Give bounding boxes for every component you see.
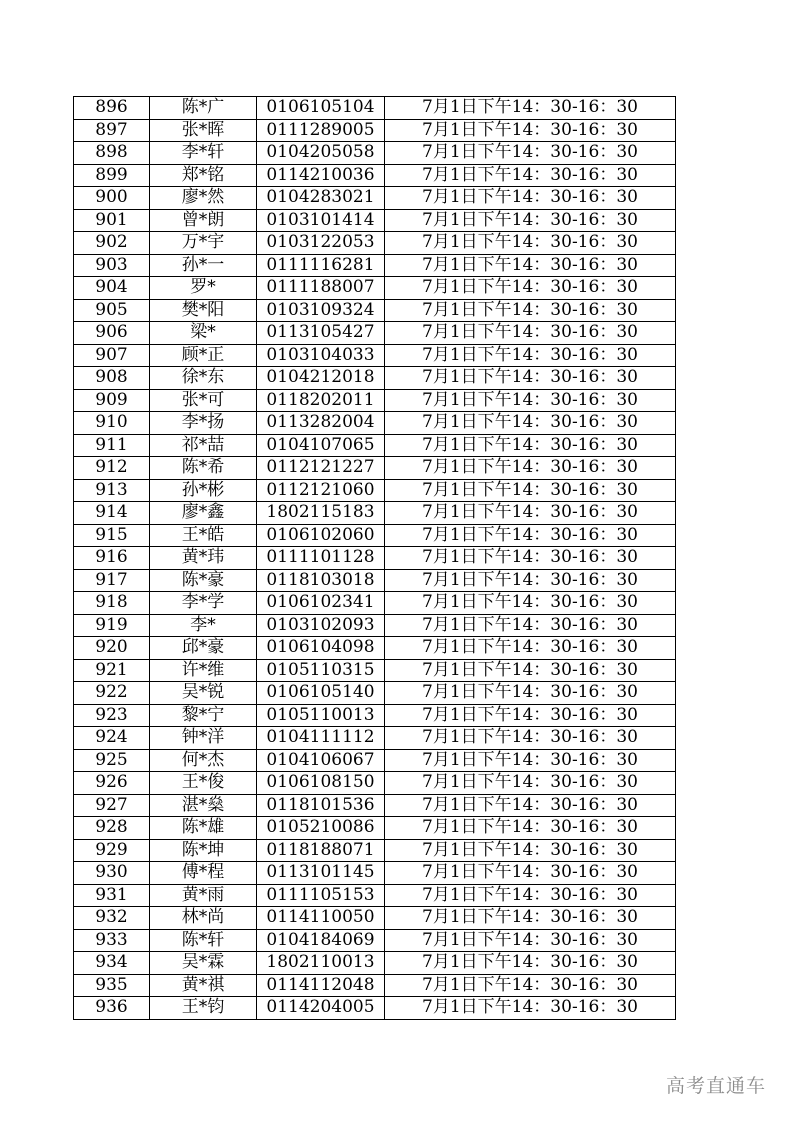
exam-time-cell: 7月1日下午14：30-16：30 [385, 884, 676, 907]
table-row [74, 457, 676, 480]
student-id-cell: 0112121227 [257, 457, 385, 480]
student-id-cell: 0118202011 [257, 389, 385, 412]
student-id-cell: 0113101145 [257, 862, 385, 885]
row-number-cell: 923 [74, 704, 150, 727]
exam-time-cell: 7月1日下午14：30-16：30 [385, 682, 676, 705]
table-row [74, 749, 676, 772]
row-number-cell: 908 [74, 367, 150, 390]
row-number-cell: 910 [74, 412, 150, 435]
exam-time-cell: 7月1日下午14：30-16：30 [385, 997, 676, 1020]
row-number-cell: 925 [74, 749, 150, 772]
table-row [74, 254, 676, 277]
row-number-cell: 898 [74, 142, 150, 165]
student-id-cell: 0111289005 [257, 119, 385, 142]
row-number-cell: 913 [74, 479, 150, 502]
table-row [74, 299, 676, 322]
table-row [74, 974, 676, 997]
student-id-cell: 0105110013 [257, 704, 385, 727]
table-row [74, 817, 676, 840]
row-number-cell: 900 [74, 187, 150, 210]
exam-time-cell: 7月1日下午14：30-16：30 [385, 794, 676, 817]
table-row [74, 659, 676, 682]
exam-time-cell: 7月1日下午14：30-16：30 [385, 119, 676, 142]
table-row [74, 704, 676, 727]
student-id-cell: 0104184069 [257, 929, 385, 952]
student-name-cell: 陈*轩 [150, 929, 257, 952]
table-row [74, 479, 676, 502]
student-id-cell: 0114110050 [257, 907, 385, 930]
table-row [74, 209, 676, 232]
student-id-cell: 0106102060 [257, 524, 385, 547]
row-number-cell: 920 [74, 637, 150, 660]
student-name-cell: 黄*雨 [150, 884, 257, 907]
student-id-cell: 0104212018 [257, 367, 385, 390]
student-name-cell: 何*杰 [150, 749, 257, 772]
student-id-cell: 0106104098 [257, 637, 385, 660]
table-row [74, 862, 676, 885]
table-row [74, 389, 676, 412]
student-name-cell: 陈*雄 [150, 817, 257, 840]
student-name-cell: 陈*希 [150, 457, 257, 480]
student-id-cell: 0118103018 [257, 569, 385, 592]
table-row [74, 637, 676, 660]
student-id-cell: 0112121060 [257, 479, 385, 502]
student-id-cell: 1802110013 [257, 952, 385, 975]
exam-time-cell: 7月1日下午14：30-16：30 [385, 524, 676, 547]
student-name-cell: 傅*程 [150, 862, 257, 885]
table-row [74, 547, 676, 570]
exam-time-cell: 7月1日下午14：30-16：30 [385, 389, 676, 412]
exam-time-cell: 7月1日下午14：30-16：30 [385, 772, 676, 795]
table-row [74, 164, 676, 187]
exam-time-cell: 7月1日下午14：30-16：30 [385, 727, 676, 750]
exam-time-cell: 7月1日下午14：30-16：30 [385, 209, 676, 232]
student-name-cell: 梁* [150, 322, 257, 345]
student-id-cell: 0118101536 [257, 794, 385, 817]
exam-time-cell: 7月1日下午14：30-16：30 [385, 187, 676, 210]
student-id-cell: 0103109324 [257, 299, 385, 322]
student-name-cell: 顾*正 [150, 344, 257, 367]
exam-time-cell: 7月1日下午14：30-16：30 [385, 277, 676, 300]
row-number-cell: 919 [74, 614, 150, 637]
row-number-cell: 917 [74, 569, 150, 592]
exam-time-cell: 7月1日下午14：30-16：30 [385, 232, 676, 255]
student-name-cell: 陈*坤 [150, 839, 257, 862]
table-row [74, 412, 676, 435]
student-id-cell: 0111101128 [257, 547, 385, 570]
table-row [74, 119, 676, 142]
student-name-cell: 黎*宁 [150, 704, 257, 727]
table-row [74, 569, 676, 592]
student-name-cell: 廖*鑫 [150, 502, 257, 525]
student-name-cell: 吴*霖 [150, 952, 257, 975]
exam-time-cell: 7月1日下午14：30-16：30 [385, 749, 676, 772]
row-number-cell: 930 [74, 862, 150, 885]
student-id-cell: 0111105153 [257, 884, 385, 907]
table-row [74, 97, 676, 120]
exam-time-cell: 7月1日下午14：30-16：30 [385, 952, 676, 975]
table-row [74, 772, 676, 795]
watermark-text: 高考直通车 [665, 1075, 766, 1097]
exam-time-cell: 7月1日下午14：30-16：30 [385, 659, 676, 682]
student-name-cell: 吴*锐 [150, 682, 257, 705]
table-row [74, 187, 676, 210]
exam-time-cell: 7月1日下午14：30-16：30 [385, 817, 676, 840]
student-name-cell: 许*维 [150, 659, 257, 682]
student-id-cell: 0103104033 [257, 344, 385, 367]
student-name-cell: 祁*喆 [150, 434, 257, 457]
student-name-cell: 孙*彬 [150, 479, 257, 502]
row-number-cell: 907 [74, 344, 150, 367]
student-id-cell: 0104106067 [257, 749, 385, 772]
row-number-cell: 904 [74, 277, 150, 300]
row-number-cell: 909 [74, 389, 150, 412]
row-number-cell: 902 [74, 232, 150, 255]
student-name-cell: 邱*豪 [150, 637, 257, 660]
row-number-cell: 918 [74, 592, 150, 615]
exam-time-cell: 7月1日下午14：30-16：30 [385, 97, 676, 120]
row-number-cell: 912 [74, 457, 150, 480]
row-number-cell: 897 [74, 119, 150, 142]
student-name-cell: 王*皓 [150, 524, 257, 547]
table-row [74, 952, 676, 975]
row-number-cell: 926 [74, 772, 150, 795]
student-id-cell: 0106105104 [257, 97, 385, 120]
table-row [74, 142, 676, 165]
exam-time-cell: 7月1日下午14：30-16：30 [385, 614, 676, 637]
exam-time-cell: 7月1日下午14：30-16：30 [385, 502, 676, 525]
exam-time-cell: 7月1日下午14：30-16：30 [385, 592, 676, 615]
exam-time-cell: 7月1日下午14：30-16：30 [385, 299, 676, 322]
row-number-cell: 905 [74, 299, 150, 322]
exam-time-cell: 7月1日下午14：30-16：30 [385, 254, 676, 277]
row-number-cell: 896 [74, 97, 150, 120]
exam-time-cell: 7月1日下午14：30-16：30 [385, 862, 676, 885]
student-name-cell: 湛*燊 [150, 794, 257, 817]
student-name-cell: 樊*阳 [150, 299, 257, 322]
exam-time-cell: 7月1日下午14：30-16：30 [385, 704, 676, 727]
exam-time-cell: 7月1日下午14：30-16：30 [385, 547, 676, 570]
student-id-cell: 0103122053 [257, 232, 385, 255]
row-number-cell: 911 [74, 434, 150, 457]
exam-time-cell: 7月1日下午14：30-16：30 [385, 142, 676, 165]
row-number-cell: 927 [74, 794, 150, 817]
exam-time-cell: 7月1日下午14：30-16：30 [385, 434, 676, 457]
student-id-cell: 1802115183 [257, 502, 385, 525]
row-number-cell: 924 [74, 727, 150, 750]
row-number-cell: 916 [74, 547, 150, 570]
row-number-cell: 899 [74, 164, 150, 187]
table-row [74, 997, 676, 1020]
table-row [74, 502, 676, 525]
student-id-cell: 0111188007 [257, 277, 385, 300]
student-id-cell: 0106102341 [257, 592, 385, 615]
exam-time-cell: 7月1日下午14：30-16：30 [385, 367, 676, 390]
exam-time-cell: 7月1日下午14：30-16：30 [385, 929, 676, 952]
student-name-cell: 廖*然 [150, 187, 257, 210]
student-name-cell: 李*轩 [150, 142, 257, 165]
student-name-cell: 陈*豪 [150, 569, 257, 592]
row-number-cell: 932 [74, 907, 150, 930]
table-row [74, 524, 676, 547]
exam-time-cell: 7月1日下午14：30-16：30 [385, 479, 676, 502]
roster-table-body [74, 97, 676, 1020]
student-id-cell: 0105210086 [257, 817, 385, 840]
student-id-cell: 0104205058 [257, 142, 385, 165]
exam-time-cell: 7月1日下午14：30-16：30 [385, 344, 676, 367]
exam-time-cell: 7月1日下午14：30-16：30 [385, 412, 676, 435]
row-number-cell: 934 [74, 952, 150, 975]
row-number-cell: 929 [74, 839, 150, 862]
student-id-cell: 0103102093 [257, 614, 385, 637]
student-id-cell: 0104107065 [257, 434, 385, 457]
row-number-cell: 922 [74, 682, 150, 705]
roster-table [73, 96, 676, 1020]
exam-time-cell: 7月1日下午14：30-16：30 [385, 974, 676, 997]
student-name-cell: 罗* [150, 277, 257, 300]
student-name-cell: 曾*朗 [150, 209, 257, 232]
exam-time-cell: 7月1日下午14：30-16：30 [385, 322, 676, 345]
student-id-cell: 0103101414 [257, 209, 385, 232]
student-id-cell: 0105110315 [257, 659, 385, 682]
student-name-cell: 钟*洋 [150, 727, 257, 750]
table-row [74, 344, 676, 367]
table-row [74, 884, 676, 907]
table-row [74, 614, 676, 637]
exam-time-cell: 7月1日下午14：30-16：30 [385, 839, 676, 862]
student-name-cell: 陈*广 [150, 97, 257, 120]
student-id-cell: 0106108150 [257, 772, 385, 795]
row-number-cell: 931 [74, 884, 150, 907]
table-row [74, 682, 676, 705]
exam-time-cell: 7月1日下午14：30-16：30 [385, 637, 676, 660]
row-number-cell: 915 [74, 524, 150, 547]
student-name-cell: 黄*祺 [150, 974, 257, 997]
student-id-cell: 0114112048 [257, 974, 385, 997]
row-number-cell: 901 [74, 209, 150, 232]
table-row [74, 277, 676, 300]
student-name-cell: 郑*铭 [150, 164, 257, 187]
student-name-cell: 李* [150, 614, 257, 637]
table-row [74, 367, 676, 390]
student-name-cell: 王*钧 [150, 997, 257, 1020]
student-id-cell: 0114210036 [257, 164, 385, 187]
student-id-cell: 0104111112 [257, 727, 385, 750]
table-row [74, 592, 676, 615]
student-id-cell: 0114204005 [257, 997, 385, 1020]
table-row [74, 727, 676, 750]
table-row [74, 929, 676, 952]
row-number-cell: 933 [74, 929, 150, 952]
table-row [74, 322, 676, 345]
student-name-cell: 王*俊 [150, 772, 257, 795]
student-name-cell: 徐*东 [150, 367, 257, 390]
student-name-cell: 林*尚 [150, 907, 257, 930]
row-number-cell: 936 [74, 997, 150, 1020]
student-name-cell: 万*宇 [150, 232, 257, 255]
row-number-cell: 906 [74, 322, 150, 345]
exam-time-cell: 7月1日下午14：30-16：30 [385, 569, 676, 592]
student-id-cell: 0118188071 [257, 839, 385, 862]
row-number-cell: 928 [74, 817, 150, 840]
student-name-cell: 孙*一 [150, 254, 257, 277]
row-number-cell: 921 [74, 659, 150, 682]
student-id-cell: 0113282004 [257, 412, 385, 435]
table-row [74, 839, 676, 862]
table-row [74, 232, 676, 255]
student-id-cell: 0111116281 [257, 254, 385, 277]
table-row [74, 794, 676, 817]
student-id-cell: 0104283021 [257, 187, 385, 210]
student-name-cell: 张*可 [150, 389, 257, 412]
row-number-cell: 914 [74, 502, 150, 525]
exam-time-cell: 7月1日下午14：30-16：30 [385, 164, 676, 187]
student-name-cell: 黄*玮 [150, 547, 257, 570]
student-id-cell: 0113105427 [257, 322, 385, 345]
student-name-cell: 李*学 [150, 592, 257, 615]
table-row [74, 907, 676, 930]
table-row [74, 434, 676, 457]
student-name-cell: 李*扬 [150, 412, 257, 435]
student-id-cell: 0106105140 [257, 682, 385, 705]
row-number-cell: 903 [74, 254, 150, 277]
exam-time-cell: 7月1日下午14：30-16：30 [385, 457, 676, 480]
row-number-cell: 935 [74, 974, 150, 997]
exam-time-cell: 7月1日下午14：30-16：30 [385, 907, 676, 930]
student-name-cell: 张*晖 [150, 119, 257, 142]
